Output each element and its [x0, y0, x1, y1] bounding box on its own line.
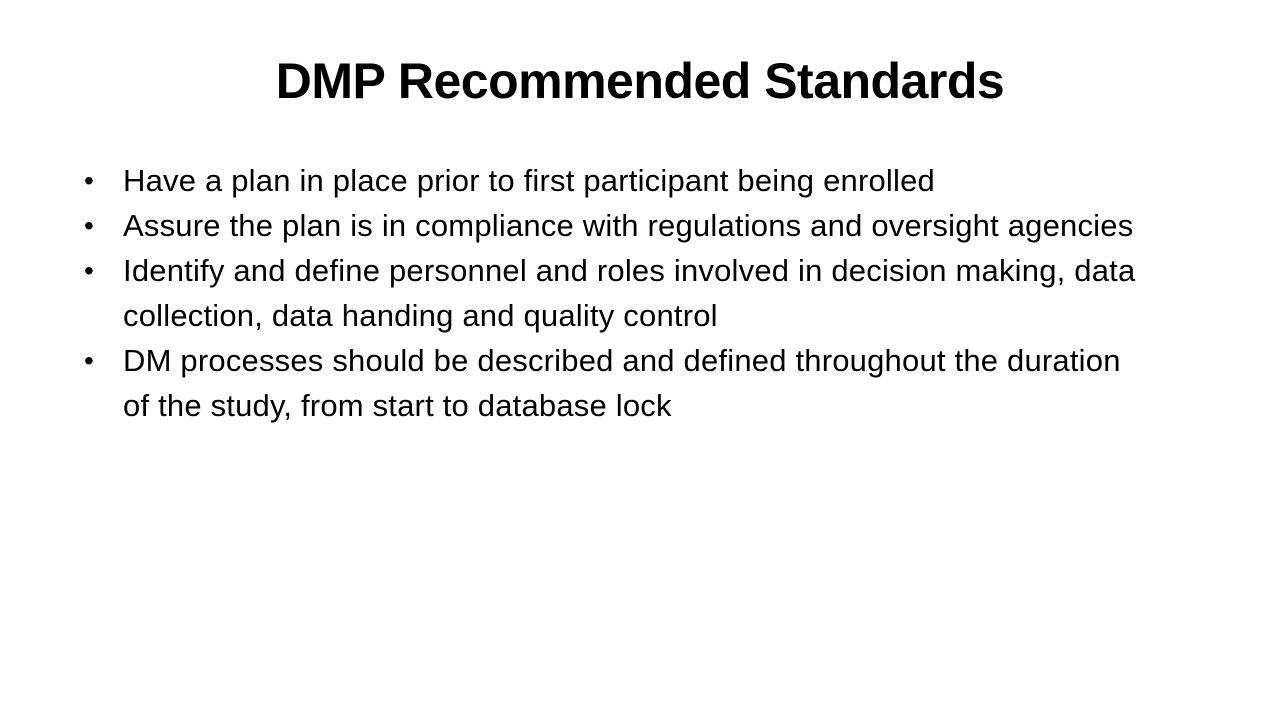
bullet-icon: • — [84, 255, 95, 286]
bullet-item — [84, 248, 1204, 338]
bullet-item — [84, 203, 1204, 248]
slide-title: DMP Recommended Standards — [275, 53, 1005, 109]
bullet-icon: • — [84, 210, 95, 241]
bullet-list — [84, 158, 1204, 428]
bullet-text: Identify and define personnel and roles involved in decision making, data collection, data handing and quality control — [123, 253, 1136, 333]
bullet-icon: • — [84, 345, 95, 376]
bullet-text: DM processes should be described and defined throughout the duration of the study, from start to database lock — [123, 343, 1121, 423]
bullet-icon: • — [84, 165, 95, 196]
bullet-item — [84, 158, 1204, 203]
bullet-item — [84, 338, 1204, 428]
bullet-text: Have a plan in place prior to first participant being enrolled — [123, 163, 935, 198]
bullet-text: Assure the plan is in compliance with regulations and oversight agencies — [123, 208, 1134, 243]
